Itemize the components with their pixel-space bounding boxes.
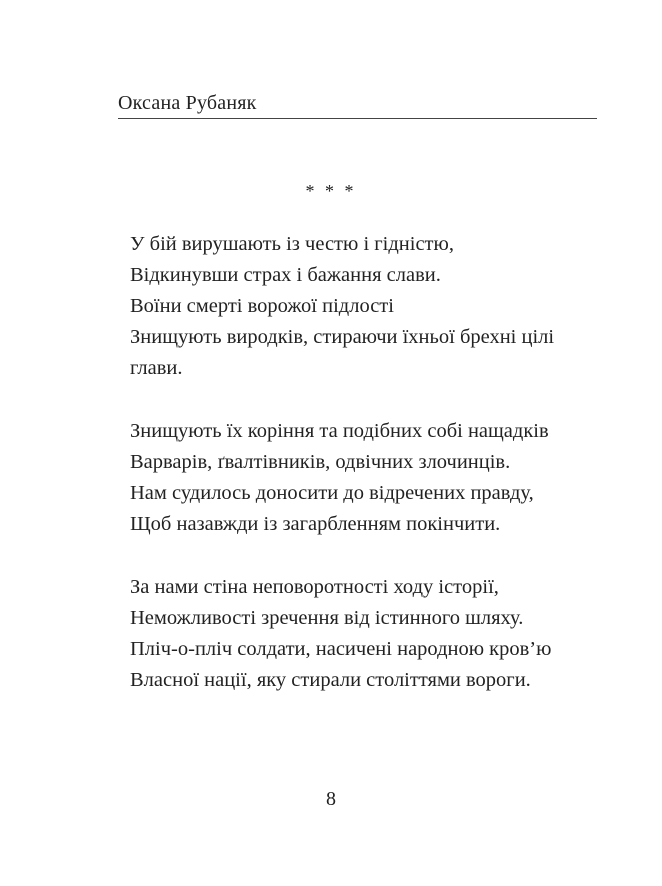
poem-body — [130, 229, 600, 696]
verse-line: Відкинувши страх і бажання слави. — [130, 264, 441, 286]
verse-line: Пліч-о-пліч солдати, насичені народною кров’ю — [130, 638, 552, 660]
running-head-author: Оксана Рубаняк — [118, 92, 257, 114]
stanza — [130, 572, 600, 696]
verse-line: Воїни смерті ворожої підлості — [130, 295, 394, 317]
verse-line: Нам судилось доносити до відречених правду, — [130, 482, 534, 504]
stanza — [130, 229, 600, 384]
running-head — [118, 90, 597, 119]
verse-line: Щоб назавжди із загарбленням покінчити. — [130, 513, 501, 535]
stanza — [130, 416, 600, 540]
verse-line: За нами стіна неповоротності ходу історії, — [130, 576, 499, 598]
verse-line: Варварів, ґвалтівників, одвічних злочинців. — [130, 451, 511, 473]
verse-line: Знищують їх коріння та подібних собі нащадків — [130, 420, 549, 442]
section-asterism: * * * — [305, 181, 357, 201]
verse-line: Знищують виродків, стираючи їхньої брехні цілі глави. — [130, 326, 555, 379]
page-number: 8 — [326, 788, 336, 810]
verse-line: Власної нації, яку стирали століттями вороги. — [130, 669, 531, 691]
verse-line: У бій вирушають із честю і гідністю, — [130, 233, 454, 255]
verse-line: Неможливості зречення від істинного шляху. — [130, 607, 524, 629]
